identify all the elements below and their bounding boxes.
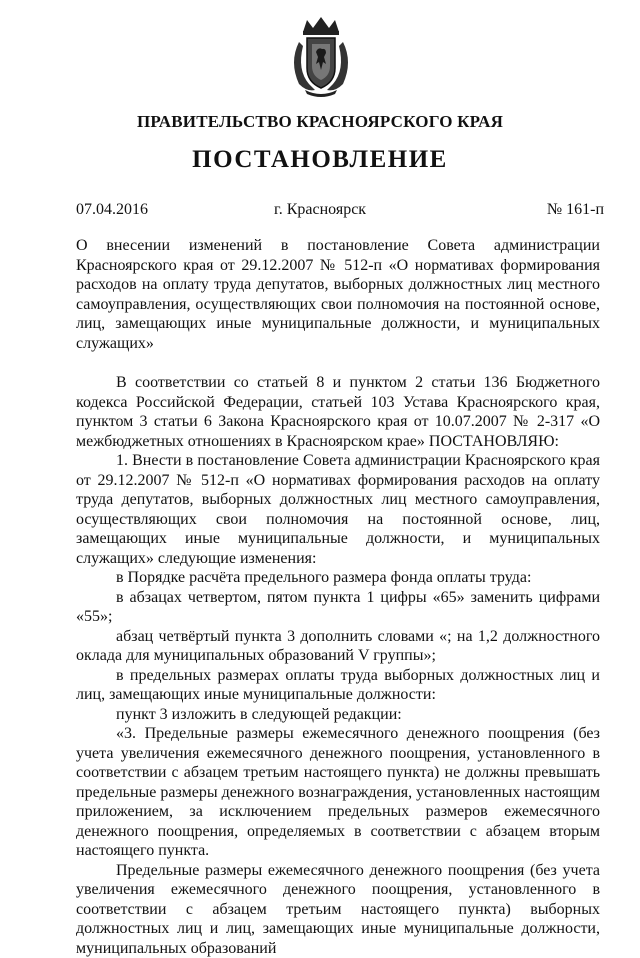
- paragraph: 1. Внести в постановление Совета администрации Красноярского края от 29.12.2007 № 512-п «О нормативах формирования расходов на оплату труда депутатов, выборных должностных лиц местного самоуправления, осуществляющих свои полномочия на постоянной основе, лиц, замещающих иные муниципальные должности, и муниципальных служащих» следующие изменения:: [76, 451, 600, 568]
- document-number: № 161-п: [547, 201, 604, 219]
- paragraph: в предельных размерах оплаты труда выборных должностных лиц и лиц, замещающих иные муниципальные должности:: [76, 666, 600, 705]
- document-date: 07.04.2016: [76, 201, 148, 219]
- organization-name: ПРАВИТЕЛЬСТВО КРАСНОЯРСКОГО КРАЯ: [0, 112, 640, 132]
- paragraph: В соответствии со статьей 8 и пунктом 2 статьи 136 Бюджетного кодекса Российской Федерации, статьей 103 Устава Красноярского края, пунктом 3 статьи 6 Закона Красноярского края от 10.07.2007 № 2-317 «О межбюджетных отношениях в Красноярском крае» ПОСТАНОВЛЯЮ:: [76, 373, 600, 451]
- paragraph: «3. Предельные размеры ежемесячного денежного поощрения (без учета увеличения ежемесячного денежного поощрения, установленного в соответствии с абзацем третьим настоящего пункта) не должны превышать предельные размеры денежного вознаграждения, установленных настоящим приложением, за исключением предельных размеров ежемесячного денежного поощрения, определяемых в соответствии с абзацем вторым настоящего пункта.: [76, 724, 600, 861]
- paragraph: абзац четвёртый пункта 3 дополнить словами «; на 1,2 должностного оклада для муниципальных образований V группы»;: [76, 627, 600, 666]
- paragraph: пункт 3 изложить в следующей редакции:: [76, 705, 600, 725]
- document-type: ПОСТАНОВЛЕНИЕ: [0, 146, 640, 174]
- document-city: г. Красноярск: [0, 201, 640, 219]
- coat-of-arms-icon: [285, 14, 357, 98]
- paragraph: в абзацах четвертом, пятом пункта 1 цифры «65» заменить цифрами «55»;: [76, 588, 600, 627]
- paragraph: в Порядке расчёта предельного размера фонда оплаты труда:: [76, 568, 600, 588]
- document-body: [76, 373, 600, 958]
- paragraph: Предельные размеры ежемесячного денежного поощрения (без учета увеличения ежемесячного денежного поощрения, установленного в соответствии с абзацем третьим настоящего пункта) выборных должностных лиц и лиц, замещающих иные муниципальные должности, муниципальных образований: [76, 861, 600, 958]
- document-title: О внесении изменений в постановление Совета администрации Красноярского края от 29.12.2007 № 512-п «О нормативах формирования расходов на оплату труда депутатов, выборных должностных лиц местного самоуправления, осуществляющих свои полномочия на постоянной основе, лиц, замещающих иные муниципальные должности, и муниципальных служащих»: [76, 236, 600, 353]
